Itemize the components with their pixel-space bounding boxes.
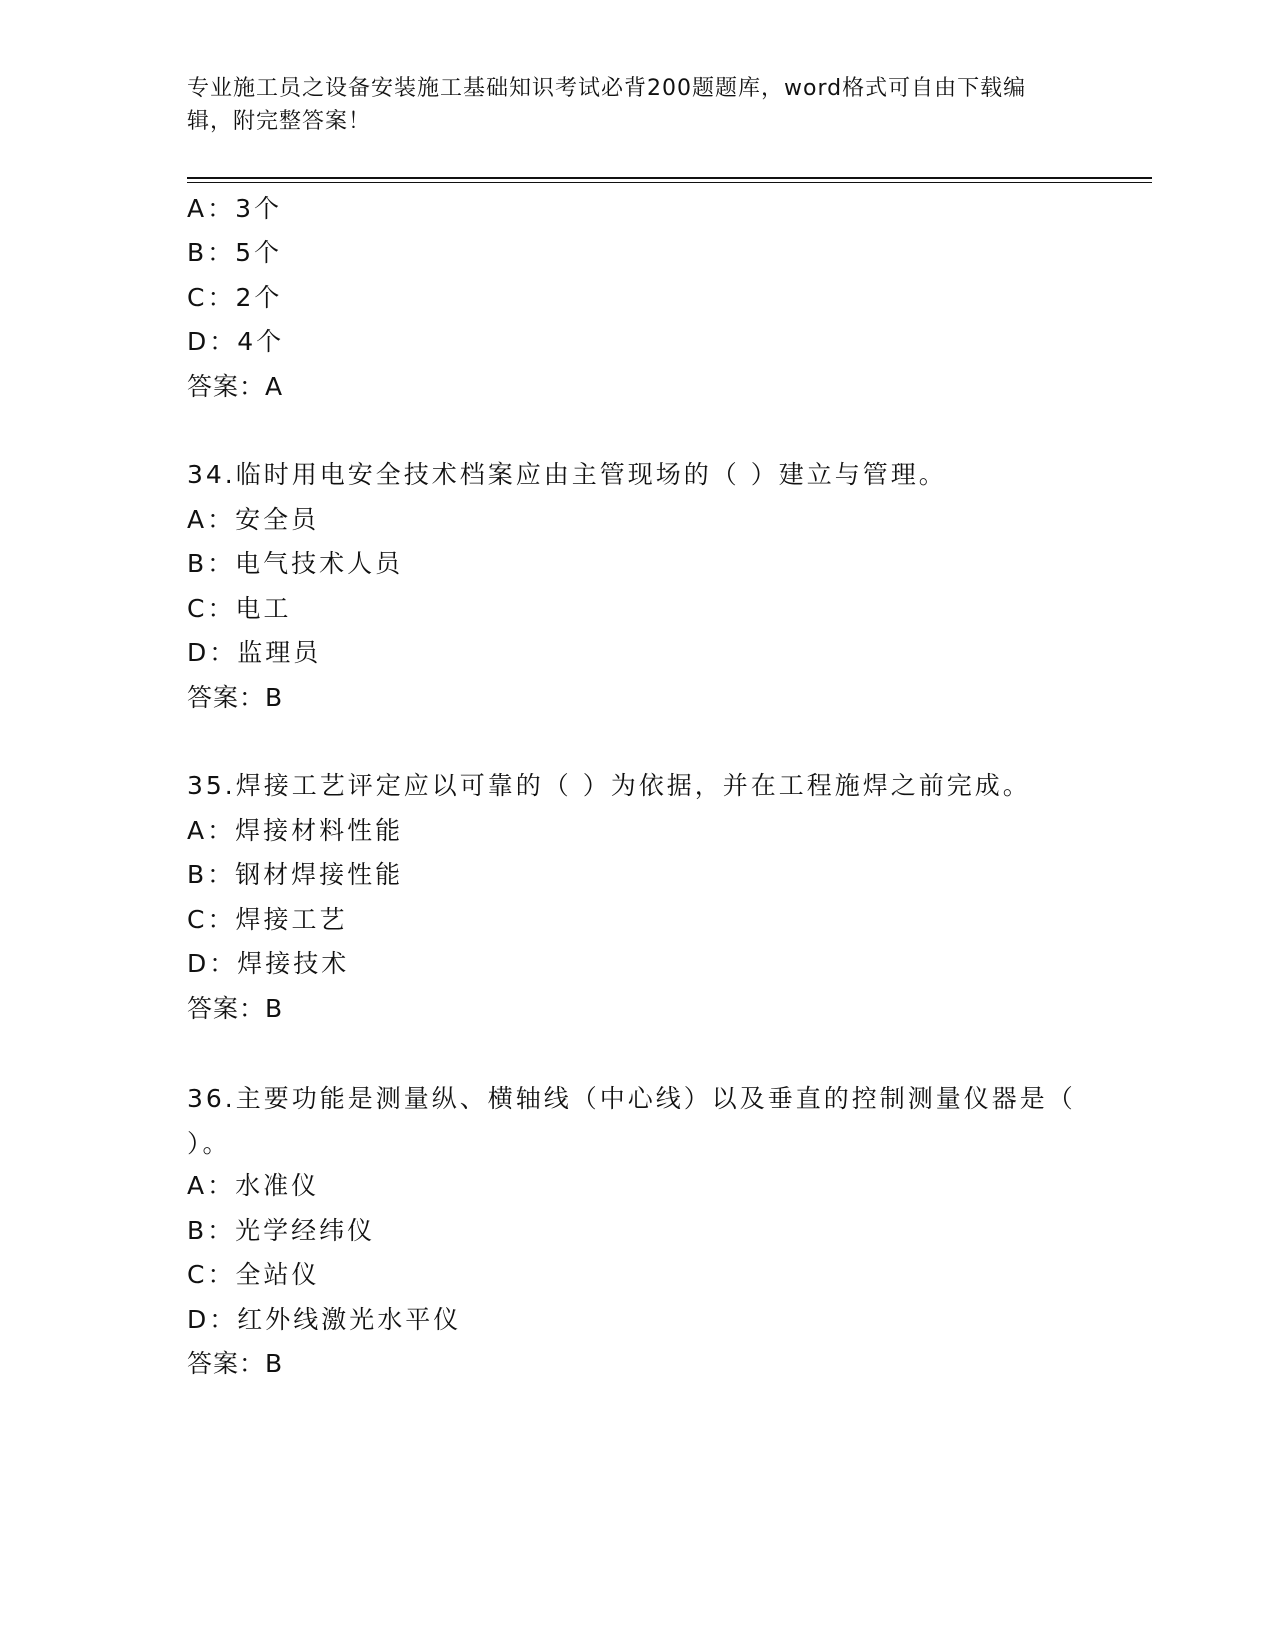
question-35-text: 35.焊接工艺评定应以可靠的（ ）为依据，并在工程施焊之前完成。 bbox=[187, 771, 1031, 800]
option-c: C：2个 bbox=[187, 283, 283, 312]
option-a: A：3个 bbox=[187, 194, 283, 223]
answer-line: 答案：B bbox=[187, 994, 284, 1023]
option-b: B：光学经纬仪 bbox=[187, 1216, 376, 1245]
document-header: 专业施工员之设备安装施工基础知识考试必背200题题库，word格式可自由下载编辑，附完整答案！ bbox=[187, 76, 1027, 134]
header-rule-thin bbox=[187, 182, 1152, 183]
option-a: A：焊接材料性能 bbox=[187, 816, 404, 845]
option-c: C：焊接工艺 bbox=[187, 905, 348, 934]
question-34-text: 34.临时用电安全技术档案应由主管现场的（ ）建立与管理。 bbox=[187, 460, 947, 489]
option-b: B：5个 bbox=[187, 238, 283, 267]
answer-line: 答案：B bbox=[187, 1349, 284, 1378]
option-d: D：4个 bbox=[187, 327, 285, 356]
option-a: A：安全员 bbox=[187, 505, 320, 534]
option-c: C：全站仪 bbox=[187, 1260, 320, 1289]
option-c: C：电工 bbox=[187, 594, 292, 623]
option-d: D：监理员 bbox=[187, 638, 322, 667]
header-rule-thick bbox=[187, 177, 1152, 179]
answer-line: 答案：A bbox=[187, 372, 284, 401]
option-d: D：红外线激光水平仪 bbox=[187, 1305, 462, 1334]
option-b: B：电气技术人员 bbox=[187, 549, 404, 578]
option-d: D：焊接技术 bbox=[187, 949, 350, 978]
option-b: B：钢材焊接性能 bbox=[187, 860, 404, 889]
answer-line: 答案：B bbox=[187, 683, 284, 712]
question-36-text: 36.主要功能是测量纵、横轴线（中心线）以及垂直的控制测量仪器是（ ）。 bbox=[187, 1084, 1076, 1158]
option-a: A：水准仪 bbox=[187, 1171, 320, 1200]
